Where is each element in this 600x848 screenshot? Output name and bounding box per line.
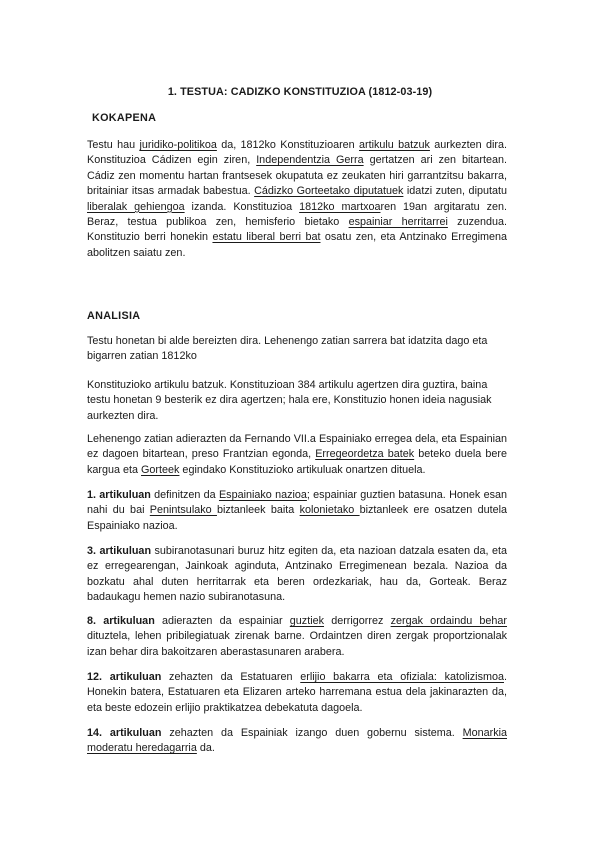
article-1-paragraph xyxy=(87,488,507,534)
text-run: dituztela, lehen pribilegiatuak zirenak barne. Ordaintzen diren zergak proportzionalak izan behar dira bakoitzaren aberastasunaren arabera. xyxy=(87,630,507,658)
text-run: definitzen da xyxy=(150,489,219,501)
underlined-term: Erregeordetza batek xyxy=(315,448,415,461)
text-run: beteko duela bere kargua eta xyxy=(87,448,507,476)
underlined-term: guztiek xyxy=(289,615,325,627)
document-title: 1. TESTUA: CADIZKO KONSTITUZIOA (1812-03-19) xyxy=(167,86,433,98)
analisia-paragraph-3 xyxy=(87,432,507,478)
article-14-paragraph xyxy=(87,726,507,757)
article-label: 8. artikuluan xyxy=(87,615,155,627)
underlined-term: Gorteek xyxy=(141,463,180,476)
text-run: da, 1812ko Konstituzioaren xyxy=(216,139,359,151)
article-12-paragraph xyxy=(87,670,507,716)
text-run: Testu honetan bi alde bereizten dira. Lehenengo zatian sarrera bat idatzita dago eta bigarren zatian 1812ko xyxy=(87,335,488,363)
text-run: Konstituzioko artikulu batzuk. Konstituzioan 384 artikulu agertzen dira guztira, baina testu honetan 9 besterik ez dira agertzen; hala ere, Konstituzio honen ideia nagusiak aurkezten dira. xyxy=(87,379,492,422)
article-label: 14. artikuluan xyxy=(87,727,162,739)
text-run: zehazten da Estatuaren xyxy=(161,671,301,683)
text-run: subiranotasunari buruz hitz egiten da, eta nazioan datzala esaten da, eta ez erregearengan, Jainkoak aginduta, Antzinako Erregimenean bezala. Nazioa da bozkatu ahal duten herritarrak eta beren ordezkariak, hau da, Gorteak. Beraz badaukagu hemen nazio subiranotasuna. xyxy=(87,545,507,604)
article-3-paragraph xyxy=(87,544,507,606)
underlined-term: kolonietako xyxy=(299,504,360,517)
text-run: Lehenengo zatian adierazten da Fernando VII.a Espainiako erregea dela, eta Espainian ez dagoen bitartean, preso Frantzian egonda, xyxy=(87,433,507,461)
text-run: biztanleek ere osatzen dutela Espainiako nazioa. xyxy=(87,504,507,532)
underlined-term: estatu liberal berri bat xyxy=(212,231,321,244)
underlined-term: liberalak gehiengoa xyxy=(87,200,185,213)
section-heading-kokapena: KOKAPENA xyxy=(92,112,157,124)
text-run: gertatzen ari zen bitartean. Cádiz zen momentu hartan frantsesek okupatuta ez zeukaten hiri garrantzitsu bakarra, britainiar itsas armadak babestua. xyxy=(87,154,507,198)
text-run: egindako Konstituzioko artikuluak onartzen dituela. xyxy=(179,463,426,476)
text-run: zehazten da Espainiak izango duen gobernu sistema. xyxy=(161,727,463,739)
text-run: idatzi zuten, diputatu xyxy=(403,185,507,198)
text-run: aurkezten dira. Konstituzioa Cádizen egin ziren, xyxy=(87,139,507,167)
text-run: . Honekin batera, Estatuaren eta Elizaren arteko harremana estua dela jakinarazten da, eta beste edozein erlijio praktikatzea debekatuta dagoela. xyxy=(87,671,507,714)
text-run: ; espainiar guztien batasuna. Honek esan nahi du bai xyxy=(87,489,507,517)
underlined-term: espainiar herritarrei xyxy=(348,216,448,229)
text-run: da. xyxy=(196,742,215,755)
text-run: izanda. Konstituzioa xyxy=(184,200,300,213)
text-run: osatu zen, eta Antzinako Erregimena abolitzen saiatu zen. xyxy=(87,231,507,259)
text-run: zuzendua. Konstituzio berri honekin xyxy=(87,216,508,244)
text-run: biztanleek baita xyxy=(216,504,300,517)
underlined-term: Monarkia moderatu heredagarria xyxy=(87,727,507,755)
underlined-term: Cádizko Gorteetako diputatuek xyxy=(254,185,404,198)
analisia-paragraph-1 xyxy=(87,334,507,365)
article-8-paragraph xyxy=(87,614,507,660)
underlined-term: Independentzia Gerra xyxy=(256,154,364,167)
article-label: 12. artikuluan xyxy=(87,671,162,683)
underlined-term: zergak ordaindu behar xyxy=(390,615,508,627)
section-heading-analisia: ANALISIA xyxy=(87,310,141,322)
article-label: 1. artikuluan xyxy=(87,489,151,501)
kokapena-paragraph xyxy=(87,138,507,261)
underlined-term: erlijio bakarra eta ofiziala: katolizismoa xyxy=(300,671,504,683)
underlined-term: Penintsulako xyxy=(149,504,217,517)
text-run: ren 19an argitaratu zen. Beraz, testua publikoa zen, hemisferio bietako xyxy=(87,200,507,229)
underlined-term: Espainiako nazioa xyxy=(218,489,307,501)
underlined-term: 1812ko martxoa xyxy=(299,200,381,213)
underlined-term: juridiko-politikoa xyxy=(139,139,217,151)
text-run: adierazten da espainiar xyxy=(154,615,290,627)
text-run: Testu hau xyxy=(87,139,140,151)
text-run: derrigorrez xyxy=(324,615,391,627)
analisia-paragraph-2 xyxy=(87,378,507,424)
article-label: 3. artikuluan xyxy=(87,545,152,557)
underlined-term: artikulu batzuk xyxy=(359,139,430,151)
